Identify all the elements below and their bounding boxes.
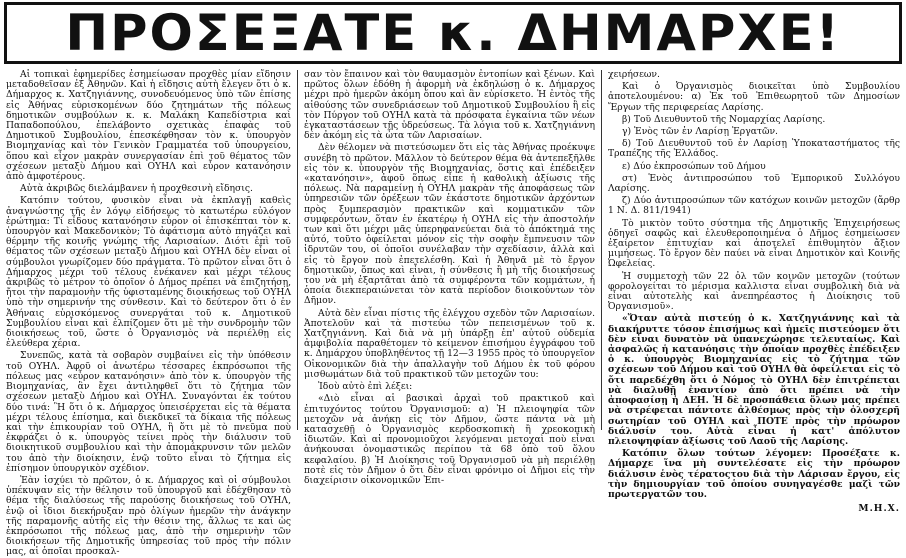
list-item: ε) Δύο ἐκπροσώπων τοῦ Δήμου [622, 160, 766, 172]
paragraph: Αὐτὰ δὲν εἶναι πίστις τῆς ἐλέγχου σχεδὸν τῶν Λαρισαίων. Ἀποτελοῦν καὶ τὰ πιστεύω τῶν πεπεισμένων τοῦ κ. Χατζηγιάννη. Καὶ διὰ νὰ μὴ ὑπάρξῃ ἐπ' αὐτοῦ οὐδεμία ἀμφιβολία παραθέτομεν τὸ κείμενον ἐπισήμου ἐγγράφου τοῦ κ. Δημάρχου ὑποβληθέντος τῇ 12—3 1955 πρὸς τὸ ὑπουργεῖον Οἰκονομικῶν διὰ τὴν ἀπαλλαγὴν τοῦ Δήμου ἐκ τοῦ φόρου μισθωμάτων διὰ τοῦ πρακτικοῦ τῶν μετοχῶν του: [304, 307, 595, 380]
paragraph: Αἱ τοπικαὶ ἐφημερίδες ἐσημείωσαν προχθὲς μίαν εἴδησιν μεταδοθεῖσαν ἐξ Ἀθηνῶν. Καὶ ἡ εἴδησις αὐτὴ ἔλεγεν ὅτι ὁ κ. Δήμαρχος κ. Χατζηγιάννης, συνοδευόμενος ὑπὸ τῶν ἐπίσης εἰς Ἀθήνας εὑρισκομένων δύο ζητημάτων τῆς πόλεως δημοτικῶν συμβούλων κ. κ. Μαλάκη Καπεδίστρια καὶ Παπαδοπούλου, ἐπελάβοντο σχετικὰς ἐπαφὰς τοῦ Δημοτικοῦ Συμβουλίου, ἐπεσκέφθησαν τὸν κ. ὑπουργὸν Βιομηχανίας καὶ τὸν Γενικὸν Γραμματέα τοῦ ὑπουργείου, ὅπου καὶ εἶχον μακρὰν συνεργασίαν ἐπὶ τοῦ θέματος τῶν σχέσεων μεταξὺ Δήμου καὶ ΟΥΗΛ καὶ εὗρον κατανόησιν ἀπὸ ἀμφοτέρους. [6, 69, 291, 183]
quoted-document: «Διὸ εἶναι αἱ βασικαὶ ἀρχαὶ τοῦ πρακτικοῦ καὶ ἐπιτυχόντος τούτου Ὀργανισμοῦ: α) Ἡ πλειοψηφία τῶν μετοχῶν νὰ ἀνήκῃ εἰς τὸν Δῆμον, ὥστε πάντα νὰ μὴ κατασχεθῇ ὁ Ὀργανισμὸς κερδοσκοπικὴ ἢ χρεοκοπικὴ ἰδιωτῶν. Καὶ αἱ προνομιοῦχοι λεγόμεναι μετοχαὶ ποὺ εἶναι ἀνήκουσαι ὀνομαστικῶς περίπου τὰ 68 ὁπὸ τοῦ ὅλου κεφαλαίου. β) Ἡ Διοίκησις τοῦ Ὀργανισμοῦ νὰ μὴ περιέλθῃ ποτὲ εἰς τὸν Δῆμον ὁ ὅτι δὲν εἶναι φρόνιμο οἱ Δῆμοι εἰς τὴν διαχείρισιν οἰκονομικῶν Ἐπι- [304, 393, 595, 486]
article-columns [4, 69, 902, 558]
paragraph: Ἡ συμμετοχὴ τῶν 22 ὀλ τῶν κοινῶν μετοχῶν (τούτων φορολογείται τὸ μέρισμα καλλιστα εἶναι συμβολικὴ διὰ νὰ εἶναι αὐτοτελὴς καὶ ἀνεπηρέαστος ἡ Διοίκησις τοῦ Ὀργανισμοῦ». [608, 270, 900, 313]
paragraph: Καὶ ὁ Ὀργανισμὸς διοικεῖται ὑπὸ Συμβουλίου ἀποτελουμένου: α) Ἐκ τοῦ Ἐπιθεωρητοῦ τῶν Δημοσίων Ἔργων τῆς περιφερείας Λαρίσης. [608, 81, 900, 113]
paragraph: Ἐὰν ἰσχύει τὸ πρῶτον, ὁ κ. Δήμαρχος καὶ οἱ σύμβουλοι ὑπέκυψαν εἰς τὴν θέλησιν τοῦ ὑπουργοῦ καὶ ἐδέχθησαν τὸ θέμα τῆς διαλύσεως τῆς παρούσης διοικήσεως τοῦ ΟΥΗΛ, ἐνῷ οἱ ἴδιοι διεκήρυξαν πρὸ ὀλίγων ἡμερῶν τὴν ἀνάγκην τῆς παραμονῆς αὐτῆς εἰς τὴν θέσιν της, ἄλλως τε καὶ ὡς ἐκπρόσωποι τῆς πόλεως μας, ἀπὸ τὴν σημερινὴν τῶν διοικήσεων τῆς Δημοτικῆς ὑπηρεσίας τοῦ πρὸς τὴν πόλιν μας, αἱ ὁποῖαι προσκαλ- [6, 474, 291, 558]
paragraph: χειρήσεων. [608, 69, 660, 80]
author-signature: Μ.Η.Χ. [858, 503, 900, 515]
list-item: δ) Τοῦ Διευθυντοῦ τοῦ ἐν Λαρίσῃ Ὑποκαταστήματος τῆς Τραπέζης τῆς Ἑλλάδος. [608, 138, 900, 160]
paragraph: σαν τὸν ἔπαινον καὶ τὸν θαυμασμὸν ἐντοπίων καὶ ξένων. Καὶ πρῶτος ὅλων ἐδόθη ἡ ἀφορμὴ νὰ ἐκδηλώσῃ ὁ κ. Δήμαρχος μέχρι πρὸ ἡμερῶν ἀκόμη ὅπου καὶ ἂν εὑρίσκετο. Ἡ ἐντὸς τῆς αἰθούσης τῶν συνεδριάσεων τοῦ Δημοτικοῦ Συμβουλίου ἢ εἰς τὸν Πύργον τοῦ ΟΥΗΛ κατὰ τὰ πρόσφατα ἐγκαίνια τῶν νέων ἐγκαταστάσεων τῆς ὑδρεύσεως. Τὰ λόγια τοῦ κ. Χατζηγιάννη δὲν ἀκόμη εἰς τὰ ὦτα τῶν Λαρισαίων. [304, 69, 595, 142]
headline-frame [4, 2, 902, 64]
list-item: β) Τοῦ Διευθυντοῦ τῆς Νομαρχίας Λαρίσης. [622, 113, 826, 125]
paragraph: Ἰδοὺ αὐτὸ ἐπὶ λέξει: [318, 381, 413, 393]
article-column-2 [298, 69, 602, 486]
headline: ΠΡΟΣΕΞΑΤΕ κ. ΔΗΜΑΡΧΕ! [65, 4, 841, 62]
bold-paragraph: «Ὅταν αὐτὰ πιστεύῃ ὁ κ. Χατζηγιάννης καὶ τὰ διακήρυττε τόσον ἐπισήμως καὶ ἡμεῖς πιστεύομεν ὅτι δὲν εἶναι δυνατὸν νὰ ὑπανεχώρησε τελευταίως. Καὶ ἀσφαλῶς ἡ κατανόησις τὴν ὁποίαν προχθὲς ἐπέδειξεν ὁ κ. ὑπουργὸς Βιομηχανίας εἰς τὸ ζήτημα τῶν σχέσεων τοῦ Δήμου καὶ τοῦ ΟΥΗΛ θὰ ὀφείλεται εἰς τὸ ὅτι παρεδέχθη ὅτι ὁ Νόμος τὸ ΟΥΗΛ δὲν ἐπιτρέπεται νὰ διαλυθῇ ἐναντίον ἀπὸ ὅτι πρέπει νὰ τὴν ἀποφασίσῃ ἡ ΔΕΗ. Ἡ δὲ προσπάθεια ὅλων μας πρέπει νὰ στρέφεται πάντοτε ἀλθέσμως πρὸς τὴν ὁλοσχερῆ σωτηρίαν τοῦ ΟΥΗΛ καὶ ΠΟΤΕ πρὸς τὴν πρόωρον διάλυσίν του. Αὐτὰ εἶναι ἡ κατ' ἀπόλυτον πλειοψηφίαν ἀξίωσις τοῦ Λαοῦ τῆς Λαρίσης. [608, 313, 900, 447]
list-item: στ) Ἑνὸς ἀντιπροσώπου τοῦ Ἐμπορικοῦ Συλλόγου Λαρίσης. [608, 172, 900, 195]
paragraph: Δὲν θέλομεν νὰ πιστεύσωμεν ὅτι εἰς τὰς Ἀθήνας προέκυψε συνέβη τὸ πρῶτον. Μᾶλλον τὸ δεύτερον θέμα θὰ ἀντεπεξῆλθε εἰς τὸν κ. ὑπουργὸν τῆς Βιομηχανίας, ὅστις καὶ ἐπέδειξεν «κατανόησιν», ἀφοῦ ὅπως εἶπε ἡ καθολικὴ ἀξίωσις τῆς πόλεως. Νὰ παραμείνῃ ἡ ΟΥΗΛ μακρὰν τῆς ἀποφάσεως τῶν ὑπηρεσιῶν τῶν ὀρέξεων τῶν ἑκάστοτε δημοτικῶν ἀρχόντων πρὸς ξυμπερασμὸν πρακτικῶν καὶ κομματικῶν τῶν συμφερόντων, ὅταν ἐν ἐκατέρῳ ἡ ΟΥΗΛ εἰς τὴν ἀποστολήν των καὶ ὅτι μέχρι μᾶς ὑπερηφανεύεται διὰ τὸ ἀπόκτημά της αὐτό, τοῦτο ὀφείλεται μόνον εἰς τὴν σοφὴν ἔμπνευσιν τῶν ἱδρυτῶν του, οἱ ὁποῖοι συνέλαβαν τὴν σχεδίασιν, ἀλλὰ καὶ εἰς τὸ ἔργον ποὺ ἐπετελέσθη. Καὶ ἡ Ἀθηνᾶ μὲ τὸ ἔργον δημοτικῶν, ὅπως καὶ εἶναι, ἡ σύνθεσις ἢ μὴ τῆς διοικήσεως του νὰ μὴ ἐξαρτᾶται ἀπὸ τὰ συμφέροντα τῶν κομμάτων, ἡ ὁποία διεκπεραιώνεται τὸν κατὰ περίοδον διοικούντων τὸν Δῆμον. [304, 142, 595, 307]
paragraph: Κατόπιν τούτου, φυσικὸν εἶναι νὰ ἐκπλαγῇ καθεὶς ἀναγνώστης τῆς ἐν λόγῳ εἰδήσεως τὸ κατωτέρω εὐλόγον ἐρώτημα: Τί εἶδους κατανόησιν εὗρον οἱ ἐπισκέπται τὸν κ. ὑπουργὸν καὶ Μακεδονικὸν; Τὸ ἀφάτισμα αὐτὸ πηγάζει καὶ θέρμην τῆς κοινῆς γνώμης τῆς Λαρισαίων. Διότι ἐπὶ τοῦ θέματος τῶν σχέσεων μεταξὺ Δήμου καὶ ΟΥΗΛ δὲν εἶναι οἱ σύμβουλοι γνωρίζομεν δύο πράγματα. Τὸ πρῶτον εἶναι ὅτι ὁ Δήμαρχος μέχρι τοῦ τέλους ἐνέκανεν καὶ μέχρι τέλους ἀκριβῶς τὸ μέτρον τὸ ὁποῖον ὁ Δήμος πρέπει νὰ ἐπιζητήσῃ, ἤτοι τὴν παραμονὴν τῆς ὑφισταμένης διοικήσεως τοῦ ΟΥΗΛ ὑπὸ τὴν σημερινήν της σύνθεσιν. Καὶ τὸ δεύτερον ὅτι ὁ ἐν Ἀθήναις εὑρισκόμενος συνεργάται τοῦ κ. Δημοτικοῦ Συμβουλίου εἶναι καὶ ἐλπίζομεν ὅτι μὲ τὴν συνδρομὴν τῶν διοικήσεως τοῦ, ὥστε ὁ Ὀργανισμὸς νὰ περιέλθῃ εἰς ἐλεύθερα χέρια. [6, 195, 291, 350]
list-item: γ) Ἑνὸς τῶν ἐν Λαρίσῃ Ἐργατῶν. [622, 126, 778, 138]
article-column-3 [602, 69, 902, 515]
list-item: ζ) Δύο ἀντιπροσώπων τῶν κατόχων κοινῶν μετοχῶν (ἄρθρ 1 Ν. Δ. 811/1941) [608, 195, 900, 217]
paragraph: Συνεπῶς, κατὰ τὰ σοβαρὸν συμβαίνει εἰς τὴν ὑπόθεσιν τοῦ ΟΥΗΛ. Ἀφοῦ οἱ ἀνωτέρω τέσσαρες ἐκπρόσωποι τῆς πόλεως μας «εὗρον κατανόησιν» ἀπὸ τὸν κ. ὑπουργὸν τῆς Βιομηχανίας, ἂν ἔχει ἀντιληφθεῖ ὅτι τὸ ζήτημα τῶν σχέσεων μεταξὺ Δήμου καὶ ΟΥΗΛ. Συναγόνται ἐκ τούτου δύο τινά: Ἢ ὅτι ὁ κ. Δήμαρχος ὑπεισέρχεται εἰς τὰ θέματα μέχρι τέλους ἐπίσημα, καὶ διεκδικεῖ τὰ δίκαια τῆς πόλεως καὶ τὴν ἐπικουρίαν τοῦ ΟΥΗΛ, ἢ ὅτι μὲ τὸ πνεῦμα ποὺ ἐκφράζει ὁ κ. ὑπουργὸς τείνει πρὸς τὴν διάλυσιν τοῦ διοικητικοῦ συμβουλίου καὶ τὴν ἀπομάκρυνσιν τῶν μελῶν του ἀπὸ τὴν διοίκησιν, ἐνῷ τοῦτο εἶναι τὸ ζήτημα εἰς ἐπίσημον ὑπουργικὸν σχέδιον. [6, 350, 291, 474]
article-column-1 [4, 69, 298, 558]
paragraph: Τὸ μικτὸν τοῦτο σύστημα τῆς Δημοτικῆς Ἐπιχειρήσεως ὁδηγεῖ σαφῶς καὶ ἐλευθεροποιημένα ὁ Δῆμος ἐσημείωσεν ἐξαίρετον ἐπιτυχίαν καὶ ἀποτελεῖ ἐπιθυμητὸν ἄξιον μιμήσεως. Τὸ ἔργον δὲν παύει νὰ εἶναι Δημοτικὸν καὶ Κοινῆς Ὠφελείας. [608, 217, 900, 270]
paragraph: Αὐτὰ ἀκριβῶς διελάμβανεν ἡ προχθεσινὴ εἴδησις. [20, 183, 253, 195]
closing-paragraph: Κατόπιν ὅλων τούτων λέγομεν: Προσέξατε κ. Δήμαρχε ἵνα μὴ συντελέσατε εἰς τὴν πρόωρον διάλυσιν ἑνὸς τέρατοςτου διὰ τὴν Λάρισαν ἔργου, εἰς τὴν δημιουργίαν τοῦ ὁποίου συνηγαγέσθε μαζὶ τῶν πρωτεργατῶν του. [608, 448, 900, 500]
